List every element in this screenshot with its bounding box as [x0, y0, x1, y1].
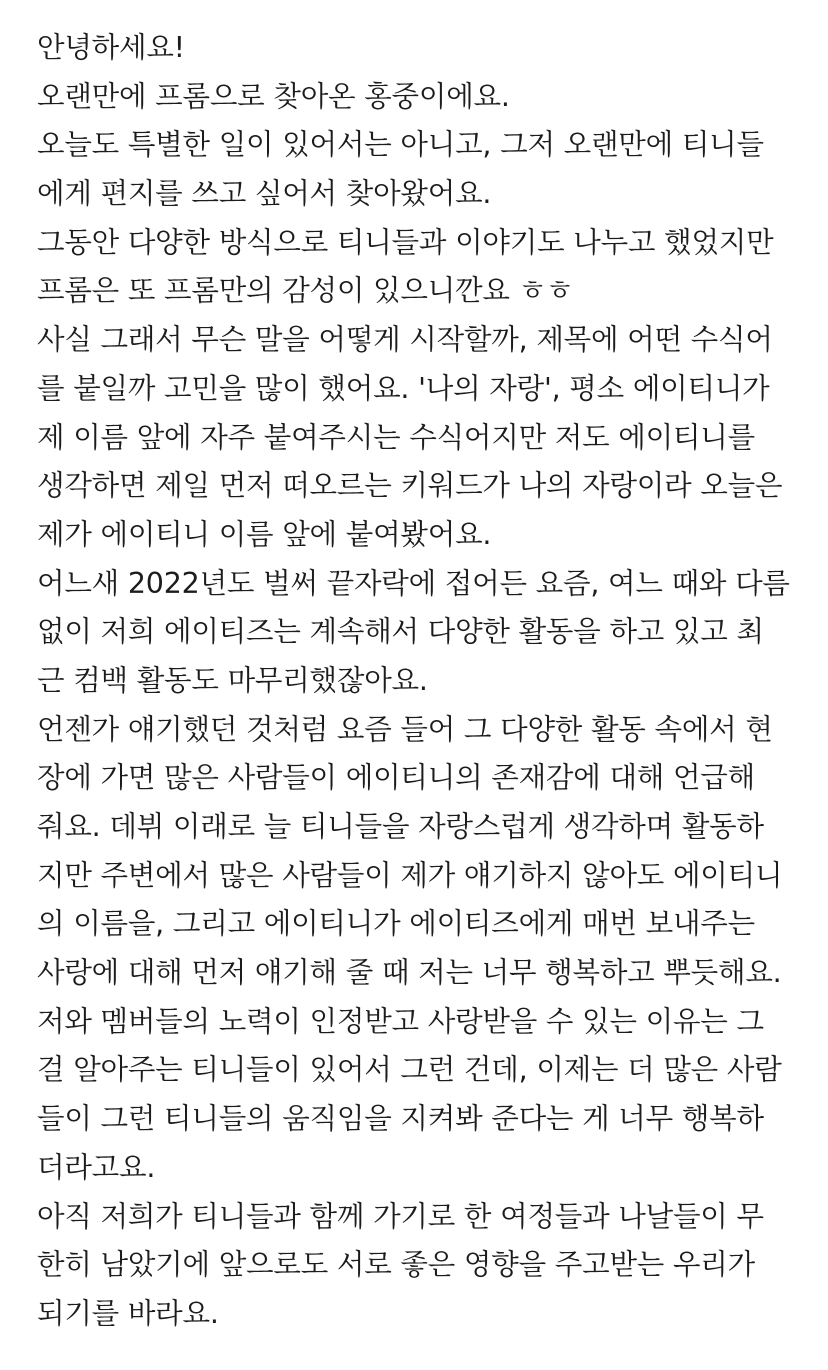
letter-line: 에게 편지를 쓰고 싶어서 찾아왔어요.	[37, 177, 492, 211]
letter-line: 아직 저희가 티니들과 함께 가기로 한 여정들과 나날들이 무	[37, 1199, 764, 1233]
letter-line: 사실 그래서 무슨 말을 어떻게 시작할까, 제목에 어떤 수식어	[37, 323, 773, 357]
letter-line: 지만 주변에서 많은 사람들이 제가 얘기하지 않아도 에이티니	[37, 858, 783, 892]
letter-line: 장에 가면 많은 사람들이 에이티니의 존재감에 대해 언급해	[37, 761, 755, 795]
letter-line: 되기를 바라요.	[37, 1296, 219, 1330]
letter-line: 오늘도 특별한 일이 있어서는 아니고, 그저 오랜만에 티니들	[37, 128, 764, 162]
letter-line: 를 붙일까 고민을 많이 했어요. '나의 자랑', 평소 에이티니가	[37, 371, 770, 405]
letter-line: 줘요. 데뷔 이래로 늘 티니들을 자랑스럽게 생각하며 활동하	[37, 810, 764, 843]
letter-line: 사랑에 대해 먼저 얘기해 줄 때 저는 너무 행복하고 뿌듯해요.	[37, 956, 782, 990]
letter-line: 제가 에이티니 이름 앞에 붙여봤어요.	[37, 517, 492, 551]
letter-line: 안녕하세요!	[37, 31, 185, 64]
letter-line: 한히 남았기에 앞으로도 서로 좋은 영향을 주고받는 우리가	[37, 1248, 755, 1282]
letter-line: 들이 그런 티니들의 움직임을 지켜봐 준다는 게 너무 행복하	[37, 1102, 764, 1136]
letter-line: 없이 저희 에이티즈는 계속해서 다양한 활동을 하고 있고 최	[37, 615, 764, 649]
letter-line: 그동안 다양한 방식으로 티니들과 이야기도 나누고 했었지만	[37, 225, 774, 259]
letter-line: 더라고요.	[37, 1150, 156, 1184]
letter-line: 오랜만에 프롬으로 찾아온 홍중이에요.	[37, 79, 510, 113]
letter-line: 걸 알아주는 티니들이 있어서 그런 건데, 이제는 더 많은 사람	[37, 1053, 782, 1087]
letter-body	[37, 24, 817, 1339]
letter-line: 생각하면 제일 먼저 떠오르는 키워드가 나의 자랑이라 오늘은	[37, 469, 783, 503]
letter-line: 어느새 2022년도 벌써 끝자락에 접어든 요즘, 여느 때와 다름	[37, 566, 790, 600]
letter-line: 언젠가 얘기했던 것처럼 요즘 들어 그 다양한 활동 속에서 현	[37, 712, 773, 746]
letter-line: 근 컴백 활동도 마무리했잖아요.	[37, 663, 428, 697]
letter-line: 저와 멤버들의 노력이 인정받고 사랑받을 수 있는 이유는 그	[37, 1004, 764, 1038]
letter-line: 제 이름 앞에 자주 붙여주시는 수식어지만 저도 에이티니를	[37, 420, 755, 454]
letter-line: 의 이름을, 그리고 에이티니가 에이티즈에게 매번 보내주는	[37, 907, 755, 941]
letter-line: 프롬은 또 프롬만의 감성이 있으니깐요 ㅎㅎ	[37, 274, 574, 308]
